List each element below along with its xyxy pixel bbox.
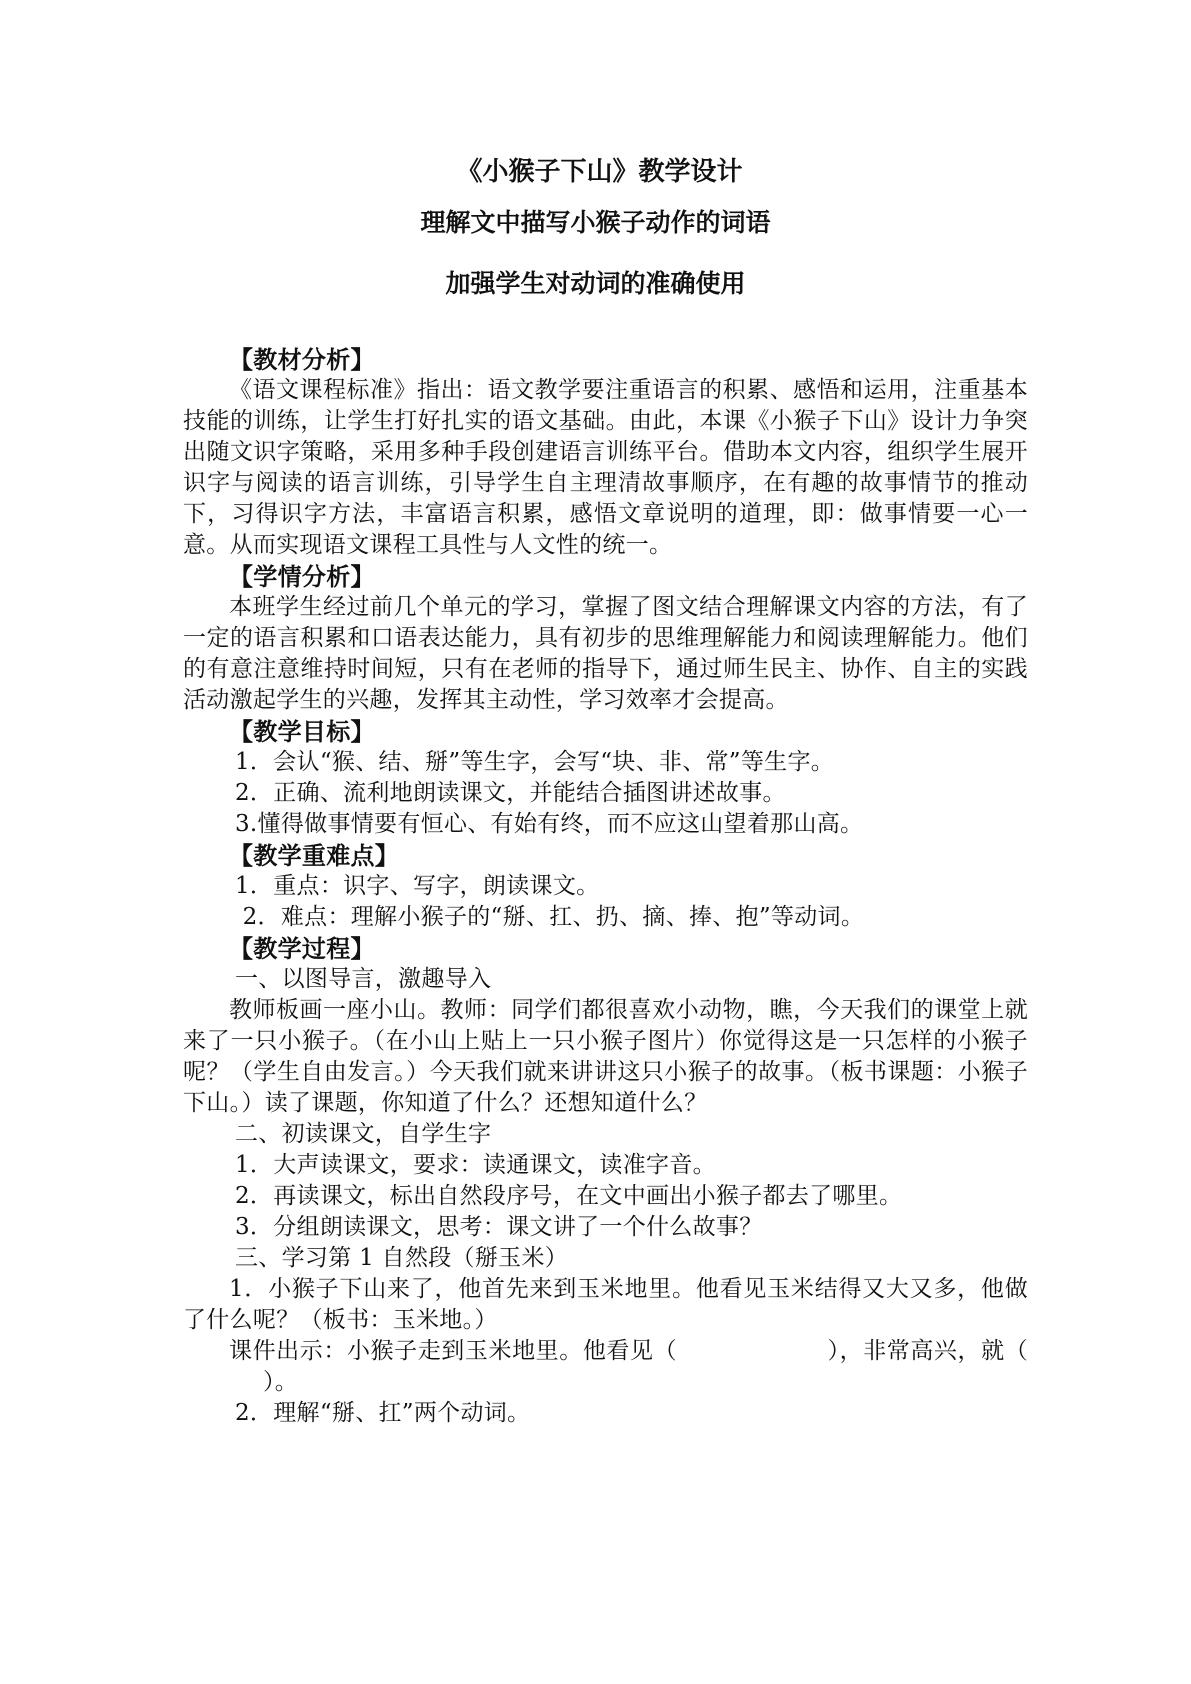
fill-blank-part-c: ）。 [263,1369,299,1395]
process-step3-paragraph: 1．小猴子下山来了，他首先来到玉米地里。他看见玉米结得又大又多，他做了什么呢？（板书：玉米地。） [183,1276,1028,1333]
fill-blank-part-b: ），非常高兴，就（ [827,1338,1029,1364]
material-paragraph: 《语文课程标准》指出：语文教学要注重语言的积累、感悟和运用，注重基本技能的训练，让学生打好扎实的语文基础。由此，本课《小猴子下山》设计力争突出随文识字策略，采用多种手段创建语言训练平台。借助本文内容，组织学生展开识字与阅读的语言训练，引导学生自主理清故事顺序，在有趣的故事情节的推动下，习得识字方法，丰富语言积累，感悟文章说明的道理，即：做事情要一心一意。从而实现语文课程工具性与人文性的统一。 [183,377,1028,558]
process-step3-fill-blank [183,1336,1028,1398]
goal-item: 1．会认“猴、结、掰”等生字，会写“块、非、常”等生字。 [235,749,835,775]
section-heading-student: 【学情分析】 [229,562,375,591]
process-step-title: 三、学习第 1 自然段（掰玉米） [235,1245,569,1271]
process-step2-item: 1．大声读课文，要求：读通课文，读准字音。 [235,1152,716,1178]
section-heading-keypoints: 【教学重难点】 [229,841,400,870]
process-step2-item: 3．分组朗读课文，思考：课文讲了一个什么故事？ [235,1214,763,1240]
keypoint-item: 2．难点：理解小猴子的“掰、扛、扔、摘、捧、抱”等动词。 [235,904,865,930]
goal-item: 2．正确、流利地朗读课文，并能结合插图讲述故事。 [235,780,786,806]
document-title: 《小猴子下山》教学设计 [456,157,743,187]
process-step3-item: 2．理解“掰、扛”两个动词。 [235,1400,531,1426]
process-step-title: 二、初读课文，自学生字 [235,1121,492,1147]
keypoint-item: 1．重点：识字、写字，朗读课文。 [235,873,600,899]
section-heading-goals: 【教学目标】 [229,717,375,746]
document-body [183,344,1028,1429]
document-header [0,155,1191,301]
process-step-title: 一、以图导言，激趣导入 [235,966,492,992]
student-paragraph: 本班学生经过前几个单元的学习，掌握了图文结合理解课文内容的方法，有了一定的语言积累和口语表达能力，具有初步的思维理解能力和阅读理解能力。他们的有意注意维持时间短，只有在老师的指导下，通过师生民主、协作、自主的实践活动激起学生的兴趣，发挥其主动性，学习效率才会提高。 [183,594,1028,713]
document-subtitle-1: 理解文中描写小猴子动作的词语 [420,208,771,237]
section-heading-process: 【教学过程】 [229,934,375,963]
document-subtitle-2: 加强学生对动词的准确使用 [445,269,746,298]
process-step1-paragraph: 教师板画一座小山。教师：同学们都很喜欢小动物，瞧，今天我们的课堂上就来了一只小猴子。（在小山上贴上一只小猴子图片）你觉得这是一只怎样的小猴子呢？（学生自由发言。）今天我们就来讲讲这只小猴子的故事。（板书课题：小猴子下山。）读了课题，你知道了什么？还想知道什么？ [183,997,1028,1116]
section-heading-material: 【教材分析】 [229,345,375,374]
process-step2-item: 2．再读课文，标出自然段序号，在文中画出小猴子都去了哪里。 [235,1183,903,1209]
fill-blank-part-a: 课件出示：小猴子走到玉米地里。他看见（ [229,1338,678,1364]
goal-item: 3.懂得做事情要有恒心、有始有终，而不应这山望着那山高。 [235,811,864,837]
